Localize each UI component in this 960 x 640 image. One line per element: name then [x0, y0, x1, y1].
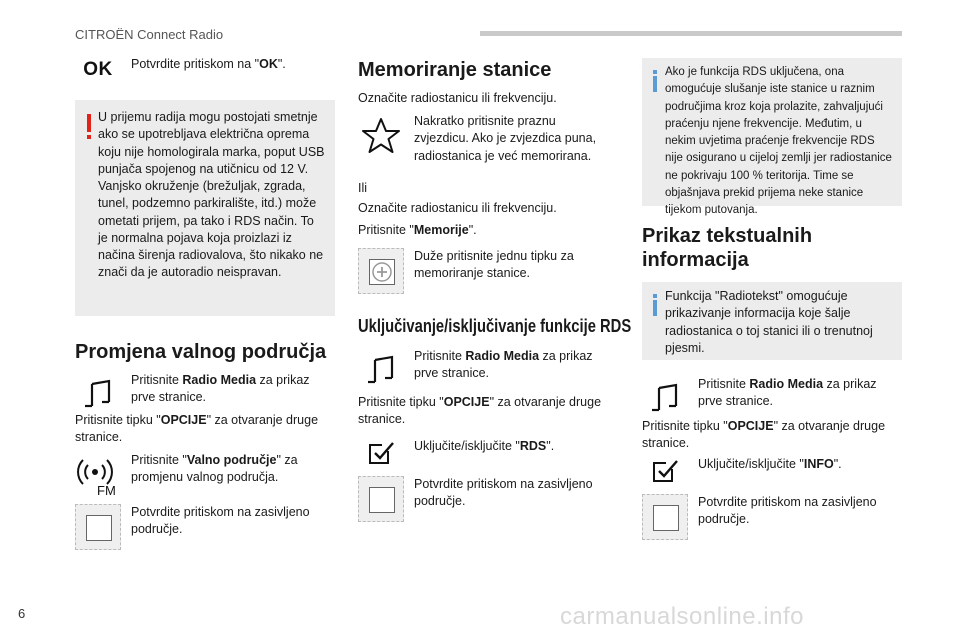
paragraph-select-station: Označite radiostanicu ili frekvenciju. [358, 91, 557, 105]
section-title-rds: Uključivanje/isključivanje funkcije RDS [358, 316, 632, 336]
grey-area-icon [75, 504, 121, 550]
grey-area-icon [358, 476, 404, 522]
or-text: Ili [358, 181, 368, 195]
info-text-radiotext: Funkcija "Radiotekst" omogućuje prikazivanje informacija koje šalje radiostanica o toj stanici ili o trenutnoj pjesmi. [665, 289, 873, 355]
step-info-toggle: Uključite/isključite "INFO". [642, 452, 902, 488]
grey-area-icon [642, 494, 688, 540]
paragraph-press-memories: Pritisnite "Memorije". [358, 223, 477, 237]
step-confirm-area: Potvrdite pritiskom na zasivljeno područje. [75, 504, 335, 552]
music-note-icon [642, 376, 688, 422]
step-radio-media-2: Pritisnite Radio Media za prikaz prve stranice. [358, 348, 618, 392]
music-note-icon [358, 348, 404, 394]
checkbox-icon [642, 452, 688, 488]
step-confirm-area-2: Potvrdite pritiskom na zasivljeno područje. [358, 476, 618, 524]
checkbox-icon [358, 434, 404, 470]
ok-icon: OK [83, 58, 113, 80]
step-confirm-area-3: Potvrdite pritiskom na zasivljeno područje. [642, 494, 902, 542]
step-star: Nakratko pritisnite praznu zvjezdicu. Ako je zvjezdica puna, radiostanica je već memorirana. [358, 113, 618, 165]
section-title-band-change: Promjena valnog područja [75, 341, 327, 363]
warning-icon [87, 114, 91, 132]
manual-header-title: CITROËN Connect Radio [75, 27, 224, 42]
step-radio-media-3: Pritisnite Radio Media za prikaz prve stranice. [642, 376, 902, 420]
info-icon [653, 294, 657, 298]
fm-band-icon [75, 452, 121, 498]
section-title-memorize: Memoriranje stanice [358, 59, 552, 81]
ok-step-text: Potvrdite pritiskom na "OK". [131, 57, 286, 71]
step-band: FM Pritisnite "Valno područje" za promjenu valnog područja. [75, 452, 335, 500]
paragraph-select-station-2: Označite radiostanicu ili frekvenciju. [358, 201, 557, 215]
info-callout-radiotext [642, 282, 902, 360]
warning-text: U prijemu radija mogu postojati smetnje ako se upotrebljava električna oprema koju nije homologirala marka, poput USB punjača spojenog na utičnicu od 12 V. Vanjsko okruženje (brežuljak, zgrada, tunel, podzemno parkiralište, itd.) može ometati prijem, pa tako i RDS način. To je normalna pojava koja proizlazi iz načina širenja radiovalova, što nikako ne znači da je autoradio neispravan. [98, 110, 325, 280]
watermark: carmanualsonline.info [560, 603, 804, 630]
info-text-rds: Ako je funkcija RDS uključena, ona omogućuje slušanje iste stanice u raznim područjima kroz koja prolazite, zahvaljujući praćenju njene frekvencije. Međutim, u nekim uvjetima praćenje frekvencije RDS nije osigurano u cijeloj zemlji jer radiostanice ne pokrivaju 100 % teritorija. Time se objašnjava prekid prijema neke stanice tijekom putovanja. [665, 66, 892, 216]
info-icon [653, 70, 657, 74]
info-callout-rds [642, 58, 902, 216]
header-rule [480, 31, 902, 36]
star-icon [358, 113, 404, 159]
step-radio-media: Pritisnite Radio Media za prikaz prve stranice. [75, 372, 335, 416]
fm-label: FM [97, 483, 116, 498]
paragraph-options-2: Pritisnite tipku "OPCIJE" za otvaranje druge stranice. [358, 395, 602, 427]
paragraph-options: Pritisnite tipku "OPCIJE" za otvaranje druge stranice. [75, 413, 319, 445]
step-preset: Duže pritisnite jednu tipku za memoriranje stanice. [358, 248, 618, 296]
warning-callout [75, 100, 335, 316]
add-preset-icon [358, 248, 404, 294]
paragraph-options-3: Pritisnite tipku "OPCIJE" za otvaranje druge stranice. [642, 419, 886, 451]
step-rds-toggle: Uključite/isključite "RDS". [358, 434, 618, 470]
page-number: 6 [18, 606, 26, 621]
section-title-text-info: Prikaz tekstualnih informacija [642, 225, 813, 271]
ok-step [75, 56, 335, 96]
